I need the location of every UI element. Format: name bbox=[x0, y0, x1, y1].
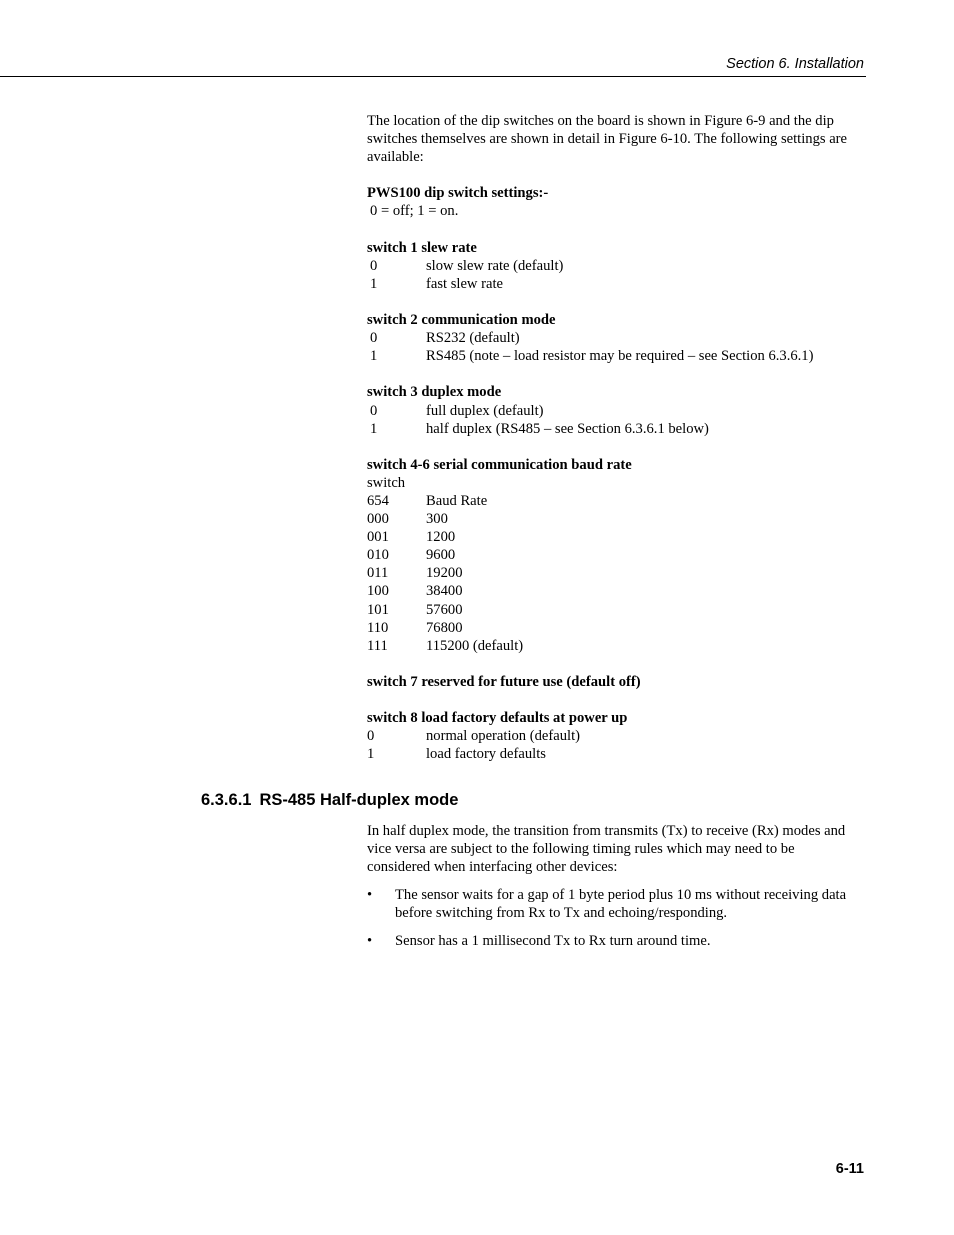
spacer bbox=[367, 691, 859, 709]
baud-row-value: 38400 bbox=[426, 583, 463, 600]
baud-row-key: 000 bbox=[367, 511, 389, 528]
switch2-row bbox=[367, 329, 859, 347]
settings-title: PWS100 dip switch settings:- bbox=[367, 185, 549, 202]
baud-row-key: 100 bbox=[367, 583, 389, 600]
baud-row-key: 111 bbox=[367, 637, 388, 654]
switch2-row-value: RS232 (default) bbox=[426, 330, 520, 347]
switch46-header-row bbox=[367, 492, 859, 510]
section-heading bbox=[201, 791, 458, 810]
baud-row-value: 57600 bbox=[426, 601, 463, 618]
switch8-row-value: load factory defaults bbox=[426, 746, 546, 763]
switch8-row-key: 0 bbox=[367, 728, 375, 745]
baud-row bbox=[367, 619, 859, 637]
baud-row-value: 1200 bbox=[426, 529, 456, 546]
baud-row-value: 115200 (default) bbox=[426, 637, 524, 654]
baud-row bbox=[367, 564, 859, 582]
switch46-label: switch bbox=[367, 474, 406, 491]
switch8-row-value: normal operation (default) bbox=[426, 728, 580, 745]
spacer bbox=[367, 293, 859, 311]
bullet-glyph: • bbox=[367, 887, 373, 904]
section-title: RS-485 Half-duplex mode bbox=[259, 791, 459, 809]
settings-legend: 0 = off; 1 = on. bbox=[370, 203, 459, 220]
spacer bbox=[367, 221, 859, 239]
switch8-row bbox=[367, 727, 859, 745]
switch1-row-key: 1 bbox=[370, 275, 378, 292]
switch8-row bbox=[367, 745, 859, 763]
baud-row-value: 19200 bbox=[426, 565, 463, 582]
switch1-row-value: fast slew rate bbox=[426, 275, 503, 292]
switch46-header-key: 654 bbox=[367, 492, 389, 509]
baud-row-key: 101 bbox=[367, 601, 389, 618]
switch3-row bbox=[367, 420, 859, 438]
baud-row-value: 9600 bbox=[426, 547, 456, 564]
intro-paragraph: The location of the dip switches on the board is shown in Figure 6-9 and the dip switches themselves are shown in detail in Figure 6-10. The following settings are available: bbox=[367, 113, 848, 166]
baud-row bbox=[367, 637, 859, 655]
baud-row-value: 300 bbox=[426, 511, 448, 528]
baud-row bbox=[367, 601, 859, 619]
switch1-row bbox=[367, 275, 859, 293]
switch46-title: switch 4-6 serial communication baud rate bbox=[367, 456, 632, 473]
section-number: 6.3.6.1 bbox=[201, 791, 252, 809]
switch8-title: switch 8 load factory defaults at power up bbox=[367, 710, 628, 727]
switch1-row bbox=[367, 257, 859, 275]
section-intro-paragraph: In half duplex mode, the transition from transmits (Tx) to receive (Rx) modes and vice versa are subject to the following timing rules which may need to be considered when interfacing other devices: bbox=[367, 823, 846, 876]
switch2-row-key: 0 bbox=[370, 330, 378, 347]
switch3-row-value: full duplex (default) bbox=[426, 402, 544, 419]
switch2-row-value: RS485 (note – load resistor may be required – see Section 6.3.6.1) bbox=[426, 348, 814, 365]
baud-row bbox=[367, 528, 859, 546]
switch2-row-key: 1 bbox=[370, 348, 378, 365]
switch3-row-key: 0 bbox=[370, 402, 378, 419]
spacer bbox=[367, 876, 859, 886]
baud-row-key: 110 bbox=[367, 619, 389, 636]
spacer bbox=[367, 655, 859, 673]
spacer bbox=[367, 438, 859, 456]
bullet-list bbox=[367, 886, 859, 950]
switch1-row-key: 0 bbox=[370, 257, 378, 274]
bullet-item bbox=[367, 886, 859, 922]
spacer bbox=[367, 166, 859, 184]
switch3-row bbox=[367, 402, 859, 420]
baud-row-value: 76800 bbox=[426, 619, 463, 636]
baud-row-key: 001 bbox=[367, 529, 389, 546]
switch2-title: switch 2 communication mode bbox=[367, 312, 556, 329]
running-header: Section 6. Installation bbox=[726, 56, 864, 72]
bullet-glyph: • bbox=[367, 933, 373, 950]
baud-row bbox=[367, 582, 859, 600]
switch3-title: switch 3 duplex mode bbox=[367, 384, 502, 401]
bullet-text: Sensor has a 1 millisecond Tx to Rx turn around time. bbox=[395, 933, 711, 950]
switch3-row-value: half duplex (RS485 – see Section 6.3.6.1 below) bbox=[426, 420, 709, 437]
baud-row-key: 010 bbox=[367, 547, 389, 564]
switch1-title: switch 1 slew rate bbox=[367, 239, 477, 256]
switch3-row-key: 1 bbox=[370, 420, 378, 437]
switch2-row bbox=[367, 347, 859, 365]
baud-row bbox=[367, 510, 859, 528]
switch8-row-key: 1 bbox=[367, 746, 375, 763]
dip-switch-content bbox=[367, 112, 859, 763]
section-body bbox=[367, 822, 859, 961]
spacer bbox=[367, 365, 859, 383]
bullet-text: The sensor waits for a gap of 1 byte period plus 10 ms without receiving data before switching from Rx to Tx and echoing/responding. bbox=[395, 887, 847, 922]
baud-row bbox=[367, 546, 859, 564]
header-rule bbox=[0, 76, 866, 77]
page-number: 6-11 bbox=[835, 1161, 864, 1177]
bullet-item bbox=[367, 932, 859, 950]
baud-row-key: 011 bbox=[367, 565, 389, 582]
switch7-title: switch 7 reserved for future use (default off) bbox=[367, 673, 641, 690]
switch1-row-value: slow slew rate (default) bbox=[426, 257, 564, 274]
switch46-header-value: Baud Rate bbox=[426, 492, 488, 509]
